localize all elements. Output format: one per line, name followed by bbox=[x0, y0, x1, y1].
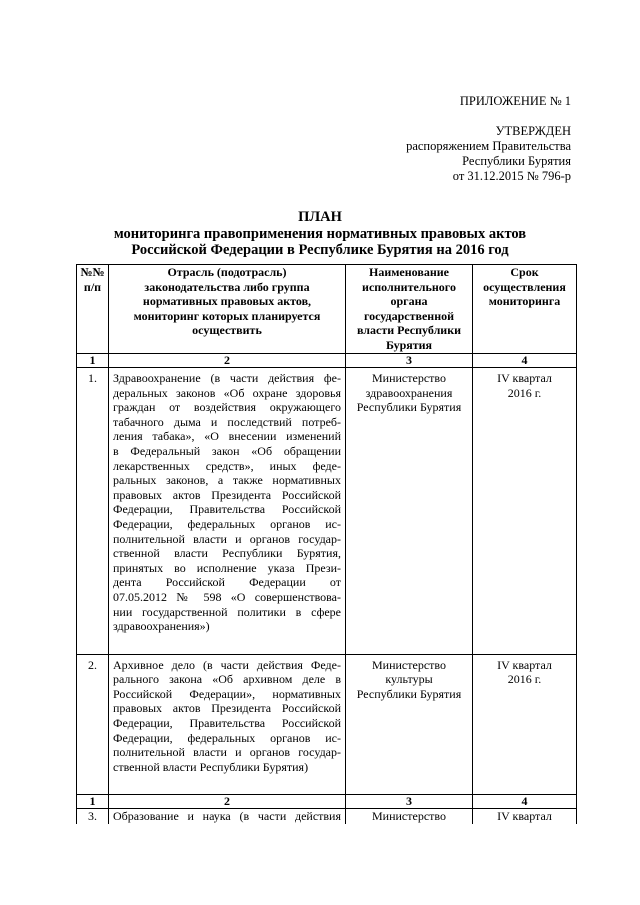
row-number: 1. bbox=[77, 368, 109, 655]
agency-line: Министерство bbox=[372, 371, 446, 385]
row-agency bbox=[346, 368, 473, 655]
description-line: табачного дыма и последствий потреб- bbox=[113, 414, 341, 429]
header-term bbox=[473, 265, 577, 354]
description-line: ственной власти Республики Бурятия) bbox=[113, 759, 309, 774]
table-header-row bbox=[77, 265, 577, 354]
row-term bbox=[473, 654, 577, 795]
header-agency-line: государственной bbox=[363, 308, 455, 323]
description-line: Федерации, Правительства Российской bbox=[113, 502, 341, 517]
description-line: лекарственных средств», иных феде- bbox=[113, 458, 341, 473]
agency-line: культуры bbox=[385, 672, 433, 687]
description-line: граждан от воздействия окружающего bbox=[113, 400, 341, 415]
agency-line: Республики Бурятия bbox=[356, 686, 462, 701]
document-subtitle-2: Российской Федерации в Республике Бурятия на 2016 год bbox=[131, 242, 509, 258]
row-description bbox=[109, 368, 346, 655]
approval-line-2: Республики Бурятия bbox=[462, 154, 571, 168]
agency-line: здравоохранения bbox=[365, 385, 453, 400]
header-agency-line: Наименование bbox=[369, 265, 449, 279]
term-line: IV квартал bbox=[497, 657, 552, 672]
column-number: 2 bbox=[109, 354, 346, 368]
header-term-line: мониторинга bbox=[488, 294, 561, 309]
row-term bbox=[473, 368, 577, 655]
description-line: Федерации, федеральных органов ис- bbox=[113, 516, 341, 531]
agency-line: Министерство bbox=[372, 657, 446, 672]
row-term: IV квартал bbox=[473, 809, 577, 824]
row-description bbox=[109, 809, 346, 824]
term-line: IV квартал bbox=[497, 371, 552, 385]
description-line: Федерации, Правительства Российской bbox=[113, 716, 341, 731]
description-line: деральных законов «Об охране здоровья bbox=[113, 385, 341, 400]
approved-label: УТВЕРЖДЕН bbox=[495, 124, 571, 138]
description-line: в Федеральный закон «Об обращении bbox=[113, 443, 341, 458]
description-line: полнительной власти и органов государ- bbox=[113, 531, 341, 546]
description-line: ления табака», «О внесении изменений bbox=[113, 429, 341, 444]
description-line: 07.05.2012 № 598 «О совершенствова- bbox=[113, 589, 341, 604]
header-agency bbox=[346, 265, 473, 354]
description-line: правовых актов Президента Российской bbox=[113, 701, 341, 716]
header-branch-line: нормативных правовых актов, bbox=[142, 294, 312, 309]
header-number bbox=[77, 265, 109, 354]
description-line: дента Российской Федерации от bbox=[113, 575, 341, 590]
column-number: 4 bbox=[473, 795, 577, 809]
table-row bbox=[77, 654, 577, 795]
term-line: 2016 г. bbox=[507, 385, 542, 400]
column-number: 1 bbox=[77, 795, 109, 809]
row-agency: Министерство bbox=[346, 809, 473, 824]
table-row bbox=[77, 368, 577, 655]
description-line: здравоохранения») bbox=[113, 619, 210, 634]
row-agency bbox=[346, 654, 473, 795]
description-line: Российской Федерации», нормативных bbox=[113, 686, 341, 701]
header-branch-line: осуществить bbox=[192, 323, 262, 338]
column-number: 4 bbox=[473, 354, 577, 368]
column-number: 3 bbox=[346, 795, 473, 809]
description-line: Здравоохранение (в части действия фе- bbox=[113, 371, 341, 385]
header-branch bbox=[109, 265, 346, 354]
header-branch-line: Отрасль (подотрасль) bbox=[167, 265, 287, 279]
description-line: правовых актов Президента Российской bbox=[113, 487, 341, 502]
appendix-label: ПРИЛОЖЕНИЕ № 1 bbox=[459, 94, 571, 108]
header-term-line: Срок bbox=[510, 265, 539, 279]
header-term-line: осуществления bbox=[483, 279, 566, 294]
row-description bbox=[109, 654, 346, 795]
description-line: полнительной власти и органов государ- bbox=[113, 745, 341, 760]
description-line: ральных законов, а также нормативных bbox=[113, 473, 341, 488]
description-line: Федерации, федеральных органов ис- bbox=[113, 730, 341, 745]
header-number-line: п/п bbox=[83, 279, 102, 294]
term-line: 2016 г. bbox=[507, 672, 542, 687]
column-number: 3 bbox=[346, 354, 473, 368]
header-branch-line: мониторинг которых планируется bbox=[133, 308, 321, 323]
row-number: 2. bbox=[77, 654, 109, 795]
description-line: принятых во исполнение указа Прези- bbox=[113, 560, 341, 575]
row-number: 3. bbox=[77, 809, 109, 824]
description-line: Образование и наука (в части действия bbox=[113, 809, 341, 824]
table-row bbox=[77, 809, 577, 824]
header-agency-line: органа bbox=[390, 294, 428, 309]
approval-line-3: от 31.12.2015 № 796-р bbox=[452, 169, 571, 183]
approval-line-1: распоряжением Правительства bbox=[406, 139, 571, 153]
header-branch-line: законодательства либо группа bbox=[144, 279, 310, 294]
description-line: Архивное дело (в части действия Феде- bbox=[113, 657, 341, 672]
header-agency-line: исполнительного bbox=[362, 279, 456, 294]
header-agency-line: власти Республики bbox=[356, 323, 462, 338]
description-line: нии государственной политики в сфере bbox=[113, 604, 341, 619]
header-agency-line: Бурятия bbox=[385, 337, 433, 352]
document-title: ПЛАН bbox=[298, 209, 342, 225]
column-number-row bbox=[77, 795, 577, 809]
document-subtitle-1: мониторинга правоприменения нормативных правовых актов bbox=[113, 226, 527, 242]
monitoring-plan-table bbox=[76, 264, 577, 824]
column-number: 1 bbox=[77, 354, 109, 368]
column-number: 2 bbox=[109, 795, 346, 809]
description-line: рального закона «Об архивном деле в bbox=[113, 672, 341, 687]
header-number-line: №№ bbox=[80, 265, 105, 279]
description-line: ственной власти Республики Бурятия, bbox=[113, 546, 341, 561]
column-number-row bbox=[77, 354, 577, 368]
agency-line: Республики Бурятия bbox=[356, 400, 462, 415]
